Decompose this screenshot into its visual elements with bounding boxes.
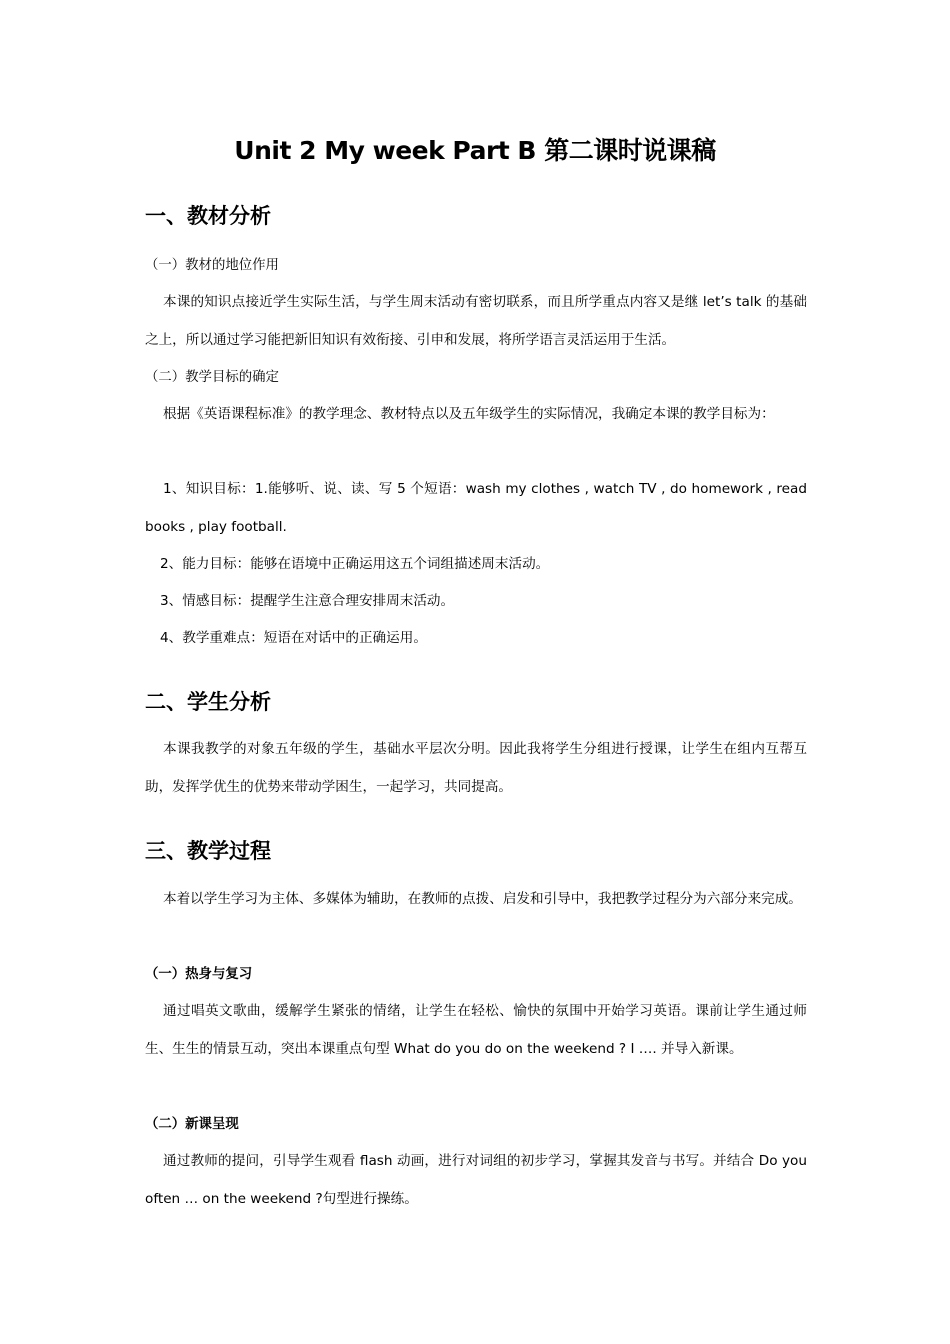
paragraph-new-lesson: 通过教师的提问，引导学生观看 flash 动画，进行对词组的初步学习，掌握其发音与书写。并结合 Do you often … on the weekend ?句型进行操练。 [145, 1153, 807, 1207]
subheading-new-lesson: （二）新课呈现 [145, 1117, 239, 1132]
goal-emotion: 3、情感目标：提醒学生注意合理安排周末活动。 [160, 593, 455, 609]
section-heading-teaching-process: 三、教学过程 [145, 839, 271, 863]
goal-key-difficulty: 4、教学重难点：短语在对话中的正确运用。 [160, 630, 427, 646]
subheading-warmup: （一）热身与复习 [145, 967, 253, 982]
subheading-teaching-goals: （二）教学目标的确定 [145, 370, 279, 385]
section-heading-textbook-analysis: 一、教材分析 [145, 204, 271, 228]
section-heading-student-analysis: 二、学生分析 [145, 690, 271, 714]
paragraph-teaching-goals: 根据《英语课程标准》的教学理念、教材特点以及五年级学生的实际情况，我确定本课的教学目标为： [163, 406, 775, 422]
paragraph-warmup: 通过唱英文歌曲，缓解学生紧张的情绪，让学生在轻松、愉快的氛围中开始学习英语。课前让学生通过师生、生生的情景互动，突出本课重点句型 What do you do on the weekend ? I …. 并导入新课。 [145, 1003, 807, 1057]
goal-ability: 2、能力目标：能够在语境中正确运用这五个词组描述周末活动。 [160, 556, 550, 572]
paragraph-textbook-role: 本课的知识点接近学生实际生活，与学生周末活动有密切联系，而且所学重点内容又是继 let’s talk 的基础之上，所以通过学习能把新旧知识有效衔接、引申和发展，将所学语言灵活运用于生活。 [145, 294, 807, 348]
paragraph-teaching-process: 本着以学生学习为主体、多媒体为辅助，在教师的点拨、启发和引导中，我把教学过程分为六部分来完成。 [163, 891, 802, 907]
paragraph-student-analysis: 本课我教学的对象五年级的学生，基础水平层次分明。因此我将学生分组进行授课，让学生在组内互帮互助，发挥学优生的优势来带动学困生，一起学习，共同提高。 [145, 741, 807, 795]
subheading-textbook-role: （一）教材的地位作用 [145, 258, 279, 273]
document-title: Unit 2 My week Part B 第二课时说课稿 [234, 136, 716, 165]
goal-knowledge: 1、知识目标：1.能够听、说、读、写 5 个短语：wash my clothes , watch TV , do homework , read books , play football. [145, 481, 807, 535]
